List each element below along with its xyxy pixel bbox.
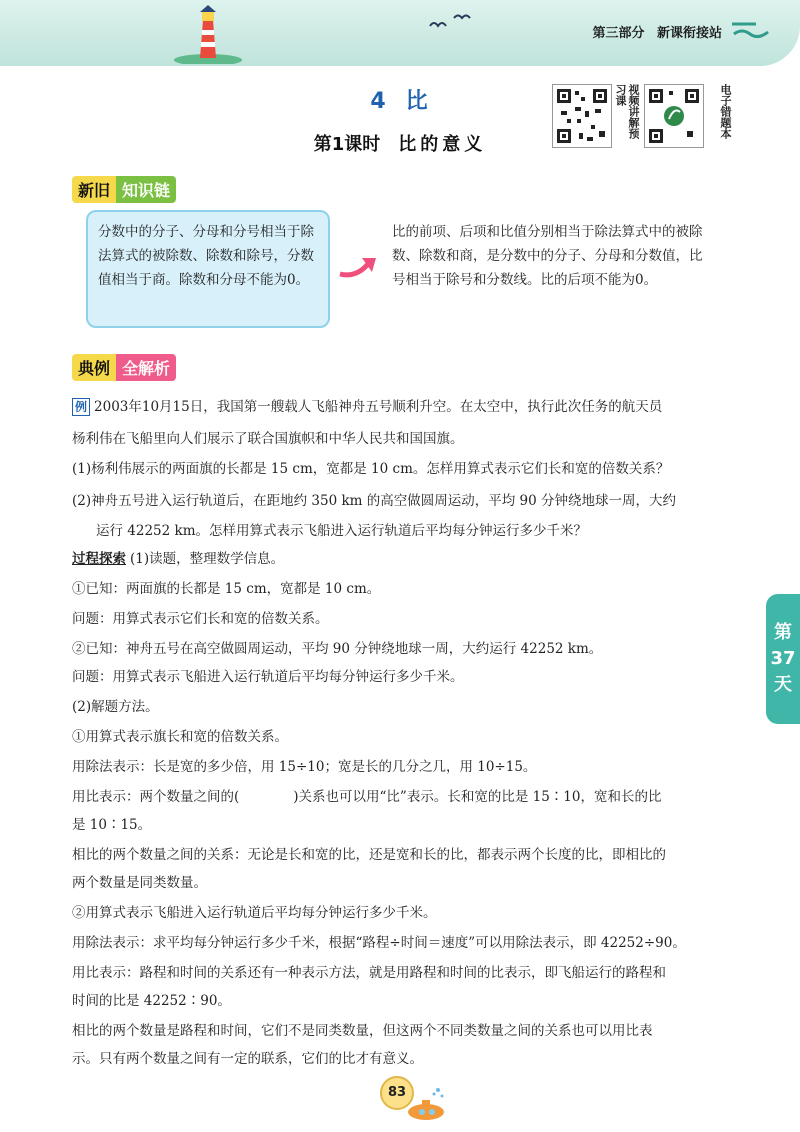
old-knowledge-box: 分数中的分子、分母和分号相当于除法算式的被除数、除数和除号，分数值相当于商。除数和分母不能为0。	[86, 210, 330, 328]
new-knowledge-text: 比的前项、后项和比值分别相当于除法算式中的被除数、除数和商，是分数中的分子、分母和分数值，比号相当于除号和分数线。比的后项不能为0。	[392, 224, 703, 288]
lesson-prefix: 第1课时	[313, 134, 381, 155]
example-tag-part1: 典例	[72, 354, 116, 381]
process-line: ②用算式表示飞船进入运行轨道后平均每分钟运行多少千米。	[72, 905, 437, 921]
day-tab-line1: 第	[774, 622, 792, 643]
knowledge-tag-part2: 知识链	[116, 176, 176, 203]
process-line: 问题：用算式表示飞船进入运行轨道后平均每分钟运行多少千米。	[72, 669, 464, 685]
example-line: (1)杨利伟展示的两面旗的长都是 15 cm，宽都是 10 cm。怎样用算式表示它们长和宽的倍数关系？	[72, 461, 670, 477]
exercise-qr-code[interactable]	[644, 84, 704, 148]
birds-icon	[428, 10, 476, 34]
knowledge-tag-part1: 新旧	[72, 176, 116, 203]
arrow-right-icon	[338, 252, 380, 282]
header-section-label	[584, 22, 722, 41]
exercise-qr-label: 电子错题本	[719, 84, 732, 139]
process-line: ②已知：神舟五号在高空做圆周运动，平均 90 分钟绕地球一周，大约运行 42252 km。	[72, 641, 603, 657]
example-line: 运行 42252 km。怎样用算式表示飞船进入运行轨道后平均每分钟运行多少千米？	[96, 523, 588, 539]
process-line: 相比的两个数量是路程和时间，它们不是同类数量，但这两个不同类数量之间的关系也可以用比表	[72, 1023, 653, 1039]
lesson-name: 比的意义	[398, 134, 487, 155]
section-subtitle: 新课衔接站	[656, 26, 722, 41]
process-line: 用除法表示：求平均每分钟运行多少千米，根据“路程÷时间＝速度”可以用除法表示，即 42252÷90。	[72, 935, 686, 951]
process-line: 用比表示：路程和时间的关系还有一种表示方法，就是用路程和时间的比表示，即飞船运行的路程和	[72, 965, 666, 981]
process-line: 示。只有两个数量之间有一定的联系，它们的比才有意义。	[72, 1051, 423, 1067]
example-tag-part2: 全解析	[116, 354, 176, 381]
process-line: 过程探索 (1)读题，整理数学信息。	[72, 551, 285, 567]
day-tab-number: 37	[770, 648, 796, 669]
day-side-tab	[766, 594, 800, 724]
process-line: 用除法表示：长是宽的多少倍，用 15÷10；宽是长的几分之几，用 10÷15。	[72, 759, 537, 775]
chapter-name: 比	[405, 89, 430, 114]
example-line: 例 2003年10月15日，我国第一艘载人飞船神舟五号顺利升空。在太空中，执行此次任务的航天员	[72, 396, 732, 418]
process-line: 两个数量是同类数量。	[72, 875, 207, 891]
video-qr-label: 视频讲解预习课	[614, 84, 640, 139]
video-qr-code[interactable]	[552, 84, 612, 148]
process-label: 过程探索	[72, 551, 126, 567]
page-number: 83	[380, 1076, 414, 1110]
process-line: ①用算式表示旗长和宽的倍数关系。	[72, 729, 288, 745]
example-line: 杨利伟在飞船里向人们展示了联合国旗帜和中华人民共和国国旗。	[72, 431, 464, 447]
process-line: ①已知：两面旗的长都是 15 cm，宽都是 10 cm。	[72, 581, 381, 597]
example-analysis-tag	[72, 354, 176, 380]
process-line: (2)解题方法。	[72, 699, 159, 715]
process-line: 问题：用算式表示它们长和宽的倍数关系。	[72, 611, 329, 627]
process-line: 相比的两个数量之间的关系：无论是长和宽的比，还是宽和长的比，都表示两个长度的比，即相比的	[72, 847, 666, 863]
process-line: 时间的比是 42252∶90。	[72, 993, 231, 1009]
process-line: 用比表示：两个数量之间的( )关系也可以用“比”表示。长和宽的比是 15∶10，宽和长的比	[72, 789, 662, 805]
knowledge-chain-tag	[72, 176, 176, 202]
example-line: (2)神舟五号进入运行轨道后，在距地约 350 km 的高空做圆周运动，平均 90 分钟绕地球一周，大约	[72, 493, 677, 509]
wave-icon	[730, 18, 770, 40]
lighthouse-icon	[172, 2, 244, 64]
day-tab-line3: 天	[774, 674, 792, 695]
submarine-icon	[400, 1084, 450, 1122]
chapter-number: 4	[370, 89, 388, 114]
section-name: 第三部分	[592, 26, 645, 41]
process-line: 是 10∶15。	[72, 817, 152, 833]
page-header	[0, 0, 800, 66]
example-mark: 例	[72, 398, 90, 416]
